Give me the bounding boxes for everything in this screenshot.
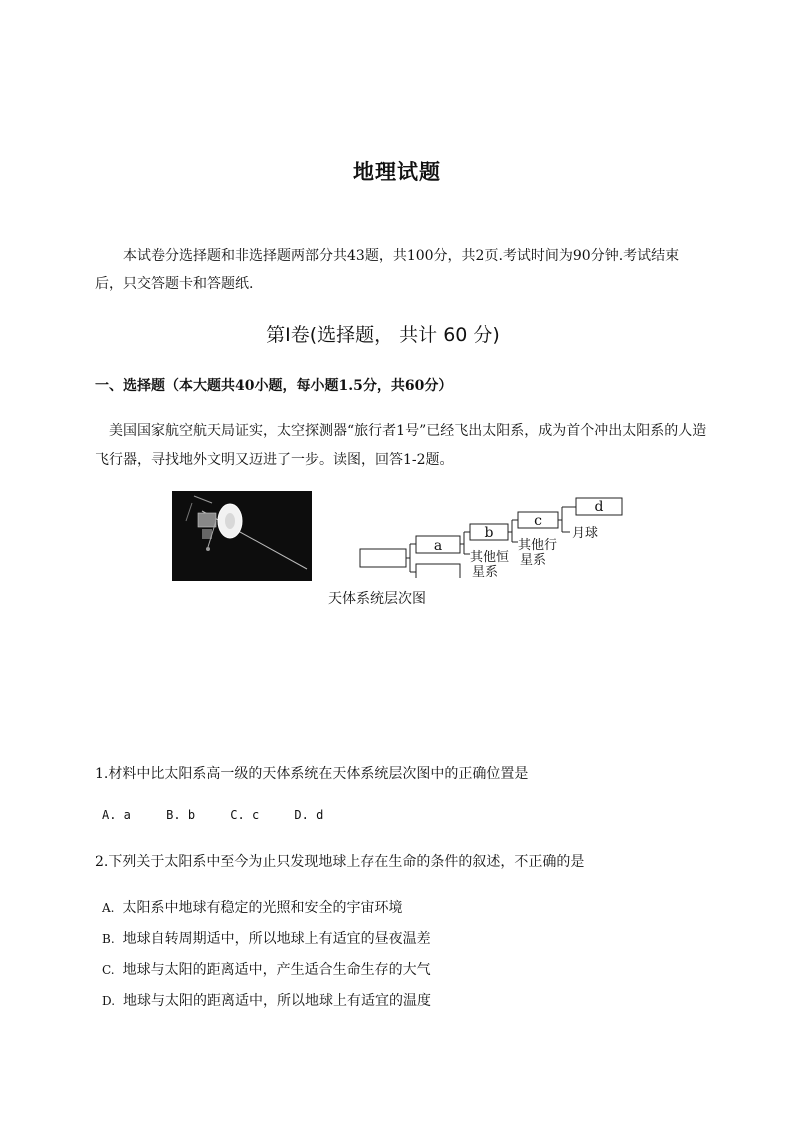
hierarchy-diagram xyxy=(350,492,630,578)
other-planet-label-2: 星系 xyxy=(520,553,547,568)
box-d-label: d xyxy=(594,499,604,515)
question-1-stem: 1.材料中比太阳系高一级的天体系统在天体系统层次图中的正确位置是 xyxy=(95,766,529,782)
q2-option-a-label: A. xyxy=(102,901,115,915)
q2-option-a[interactable] xyxy=(102,897,402,917)
q2-option-b[interactable] xyxy=(102,928,431,948)
other-galaxy-label-1: 其他恒 xyxy=(470,550,510,565)
q2-option-a-text: 太阳系中地球有稳定的光照和安全的宇宙环境 xyxy=(122,900,403,916)
box-a-label: a xyxy=(433,538,443,554)
q2-option-c[interactable] xyxy=(102,959,431,979)
voyager-photo xyxy=(172,491,312,581)
part-title: 第Ⅰ卷(选择题， 共计 60 分) xyxy=(266,324,500,346)
q1-option-c[interactable]: C. c xyxy=(230,808,260,822)
diagram-caption: 天体系统层次图 xyxy=(328,591,426,607)
other-galaxy-label-2: 星系 xyxy=(472,565,499,578)
q2-option-d-label: D. xyxy=(102,994,116,1008)
box-b-label: b xyxy=(484,525,494,541)
q2-option-b-label: B. xyxy=(102,932,115,946)
diagram-box-blank xyxy=(416,564,460,578)
exam-instructions: 本试卷分选择题和非选择题两部分共43题，共100分，共2页.考试时间为90分钟.考试结束后，只交答题卡和答题纸. xyxy=(95,248,680,292)
section-title: 一、选择题（本大题共40小题，每小题1.5分，共60分） xyxy=(95,378,453,394)
q2-option-b-text: 地球自转周期适中，所以地球上有适宜的昼夜温差 xyxy=(122,931,431,947)
diagram-root-box xyxy=(360,549,406,567)
other-planet-label-1: 其他行 xyxy=(518,538,558,553)
q1-option-b[interactable]: B. b xyxy=(166,808,196,822)
q2-option-d-text: 地球与太阳的距离适中，所以地球上有适宜的温度 xyxy=(123,993,432,1009)
q2-option-c-text: 地球与太阳的距离适中，产生适合生命生存的大气 xyxy=(122,962,431,978)
box-c-label: c xyxy=(534,513,542,529)
q2-option-d[interactable] xyxy=(102,990,431,1010)
moon-label: 月球 xyxy=(572,526,599,541)
q1-option-d[interactable]: D. d xyxy=(294,808,324,822)
question-1-options xyxy=(102,808,351,822)
question-2-stem: 2.下列关于太阳系中至今为止只发现地球上存在生命的条件的叙述，不正确的是 xyxy=(95,854,585,870)
voyager-probe-icon xyxy=(172,491,312,581)
material-passage: 美国国家航空航天局证实，太空探测器“旅行者1号”已经飞出太阳系，成为首个冲出太阳系的人造飞行器，寻找地外文明又迈进了一步。读图，回答1-2题。 xyxy=(95,423,707,468)
q2-option-c-label: C. xyxy=(102,963,115,977)
exam-title: 地理试题 xyxy=(353,159,441,184)
q1-option-a[interactable]: A. a xyxy=(102,808,131,822)
